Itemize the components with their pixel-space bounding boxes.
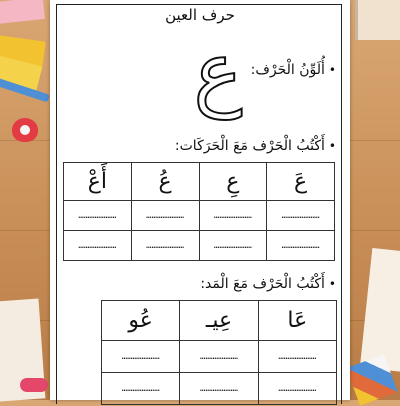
writing-cell[interactable]: ………………… [258, 341, 336, 373]
harakat-table [63, 162, 335, 261]
pink-folder [0, 0, 45, 25]
table-header-row [102, 301, 337, 341]
bullet-icon: • [328, 277, 336, 291]
writing-cell[interactable]: ………………… [199, 231, 267, 261]
paper-sheet [360, 248, 400, 372]
instruction-madd-text: أَكْتُبُ الْحَرْف مَعَ الْمَد: [200, 276, 325, 292]
worksheet [50, 0, 350, 400]
table-header-cell: عَ [267, 163, 335, 201]
writing-cell[interactable]: ………………… [267, 231, 335, 261]
writing-cell[interactable]: ………………… [258, 373, 336, 405]
outlined-letter[interactable]: ع [193, 25, 243, 120]
bullet-icon: • [328, 139, 336, 153]
bullet-icon: • [328, 63, 336, 77]
table-header-cell: عِيـ [180, 301, 258, 341]
writing-cell[interactable]: ………………… [131, 201, 199, 231]
table-header-cell: عُو [102, 301, 180, 341]
table-row [64, 201, 335, 231]
table-header-cell: عِ [199, 163, 267, 201]
table-header-row [64, 163, 335, 201]
heart-sharpener-icon [12, 118, 38, 142]
writing-cell[interactable]: ………………… [180, 341, 258, 373]
instruction-madd [200, 276, 336, 292]
writing-cell[interactable]: ………………… [102, 373, 180, 405]
table-header-cell: عُ [131, 163, 199, 201]
madd-table [101, 300, 337, 405]
writing-cell[interactable]: ………………… [131, 231, 199, 261]
table-row [64, 231, 335, 261]
writing-cell[interactable]: ………………… [64, 231, 132, 261]
writing-cell[interactable]: ………………… [199, 201, 267, 231]
writing-cell[interactable]: ………………… [180, 373, 258, 405]
notebook [355, 0, 400, 40]
writing-cell[interactable]: ………………… [64, 201, 132, 231]
table-header-cell: عَا [258, 301, 336, 341]
table-row [102, 341, 337, 373]
worksheet-title: حرف العين [165, 6, 235, 24]
instruction-color-text: أُلَوِّنُ الْحَرْف: [250, 62, 325, 78]
table-header-cell: أَعْ [64, 163, 132, 201]
writing-cell[interactable]: ………………… [102, 341, 180, 373]
instruction-harakat-text: أَكْتُبُ الْحَرْف مَعَ الْحَرَكَات: [174, 138, 325, 154]
writing-cell[interactable]: ………………… [267, 201, 335, 231]
paper-clip-icon [20, 378, 48, 392]
instruction-color [251, 62, 336, 78]
instruction-harakat [175, 138, 336, 154]
